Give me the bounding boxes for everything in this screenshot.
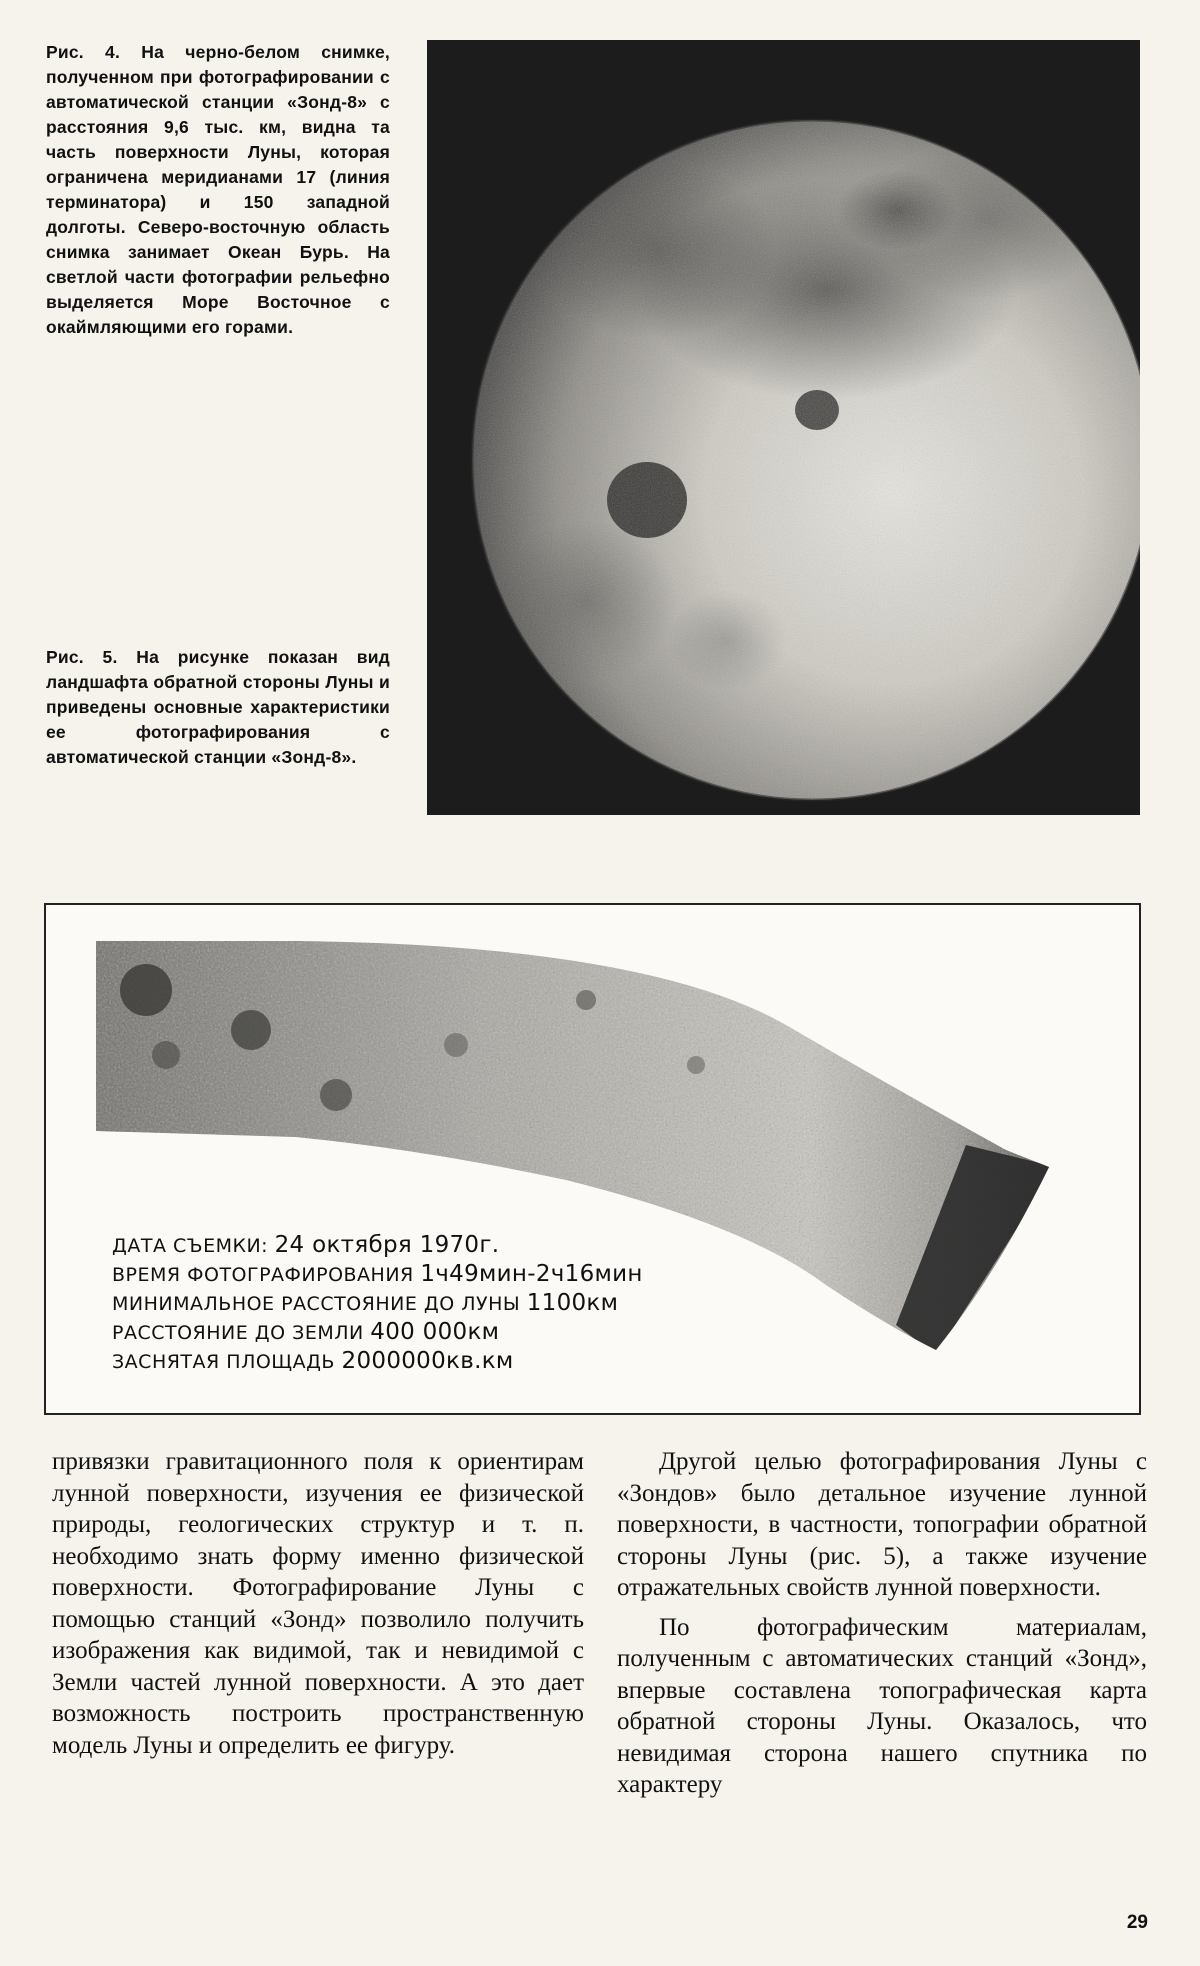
stat-shooting-time: ВРЕМЯ ФОТОГРАФИРОВАНИЯ 1ч49мин-2ч16мин	[112, 1261, 643, 1287]
left-paragraph: привязки гравитационного поля к ориентирам лунной поверхности, изучения ее физической природы, геологических структур и т. п. необходимо знать форму именно физической поверхности. Фотографирование Луны с помощью станций «Зонд» позволило получить изображения как видимой, так и невидимой с Земли частей лунной поверхности. А это дает возможность построить пространственную модель Луны и определить ее фигуру.	[52, 1448, 584, 1759]
body-right-column	[617, 1446, 1147, 1801]
stat-earth-distance: РАССТОЯНИЕ ДО ЗЕМЛИ 400 000км	[112, 1319, 500, 1345]
moon-image-svg	[427, 40, 1140, 815]
figure-4-caption: Рис. 4. На черно-белом снимке, полученном при фотографировании с автоматической станции «Зонд-8» с расстояния 9,6 тыс. км, видна та часть поверхности Луны, которая ограничена меридианами 17 (линия терминатора) и 150 западной долготы. Северо-восточную область снимка занимает Океан Бурь. На светлой части фотографии рельефно выделяется Море Восточное с окаймляющими его горами.	[46, 42, 390, 337]
page-number: 29	[1126, 1912, 1148, 1933]
stat-min-distance: МИНИМАЛЬНОЕ РАССТОЯНИЕ ДО ЛУНЫ 1100км	[112, 1290, 619, 1316]
right-paragraph-1: Другой целью фотографирования Луны с «Зондов» было детальное изучение лунной поверхности, в частности, топографии обратной стороны Луны (рис. 5), а также изучение отражательных свойств лунной поверхности.	[617, 1448, 1147, 1601]
stat-area: ЗАСНЯТАЯ ПЛОЩАДЬ 2000000кв.км	[112, 1348, 514, 1374]
body-left-column	[52, 1446, 584, 1761]
figure-5-stats	[112, 1231, 643, 1376]
right-paragraph-2: По фотографическим материалам, полученным с автоматических станций «Зонд», впервые составлена топографическая карта обратной стороны Луны. Оказалось, что невидимая сторона нашего спутника по характеру	[617, 1613, 1147, 1798]
moon-photograph	[427, 40, 1140, 815]
figure-5-frame	[44, 903, 1141, 1415]
stat-shooting-date: ДАТА СЪЕМКИ: 24 октября 1970г.	[112, 1232, 500, 1258]
figure-5-caption: Рис. 5. На рисунке показан вид ландшафта обратной стороны Луны и приведены основные характеристики ее фотографирования с автоматической станции «Зонд-8».	[46, 647, 390, 767]
